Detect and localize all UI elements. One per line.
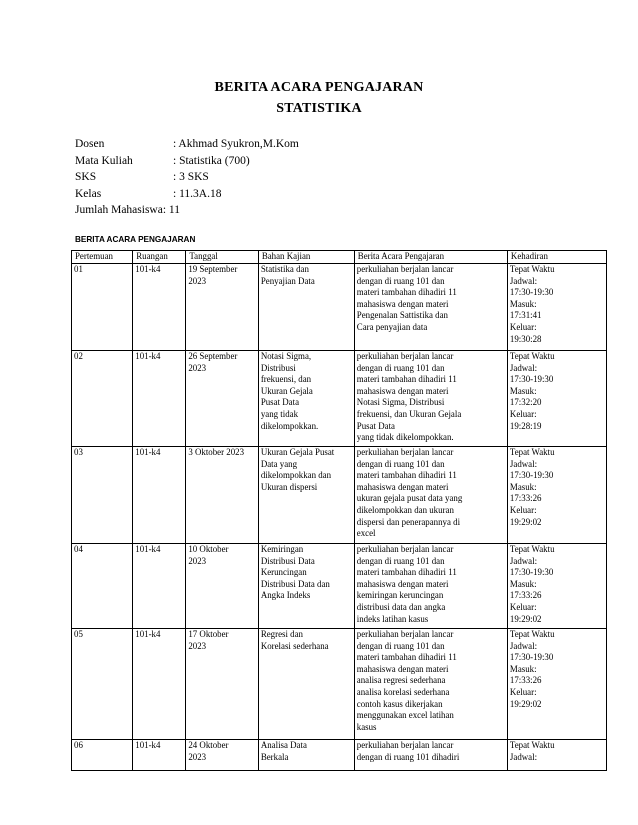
info-value: : Statistika (700)	[173, 154, 250, 167]
info-row-lecturer	[75, 136, 299, 153]
info-label: Mata Kuliah	[75, 154, 133, 167]
cell-material	[258, 264, 354, 351]
cell-attendance	[507, 264, 606, 351]
cell-description	[354, 264, 507, 351]
course-info	[75, 136, 299, 219]
teaching-report-table	[71, 250, 607, 771]
cell-attendance	[507, 740, 606, 771]
cell-material	[258, 740, 354, 771]
cell-description	[354, 351, 507, 447]
cell-attendance	[507, 447, 606, 544]
info-label: Kelas	[75, 187, 102, 200]
material: Notasi Sigma, Distribusi frekuensi, dan Ukuran Gejala Pusat Data yang tidak dikelompokkan.	[260, 351, 319, 431]
attendance: Tepat Waktu Jadwal: 17:30-19:30 Masuk: 17:32:20 Keluar: 19:28:19	[509, 351, 555, 431]
attendance: Tepat Waktu Jadwal:	[509, 740, 555, 762]
description: perkuliahan berjalan lancar dengan di ruang 101 dan materi tambahan dihadiri 11 mahasiswa dengan materi ukuran gejala pusat data yang dikelompokkan dan ukuran dispersi dan penerapannya di excel	[356, 447, 463, 539]
attendance: Tepat Waktu Jadwal: 17:30-19:30 Masuk: 17:33:26 Keluar: 19:29:02	[509, 629, 555, 709]
room: 101-k4	[135, 629, 161, 639]
cell-room	[133, 447, 186, 544]
date: 24 Oktober 2023	[188, 740, 229, 762]
room: 101-k4	[135, 740, 161, 750]
meeting-number: 02	[74, 351, 83, 361]
cell-attendance	[507, 351, 606, 447]
cell-meeting	[72, 447, 133, 544]
cell-meeting	[72, 351, 133, 447]
date: 19 September 2023	[188, 264, 238, 286]
header-date: Tanggal	[186, 251, 258, 264]
material: Analisa Data Berkala	[260, 740, 307, 762]
cell-room	[133, 629, 186, 740]
info-value: : Akhmad Syukron,M.Kom	[173, 138, 299, 150]
table-row	[72, 740, 607, 771]
meeting-number: 01	[74, 264, 83, 274]
date: 3 Oktober 2023	[188, 447, 245, 457]
table-row	[72, 447, 607, 544]
info-label: Jumlah Mahasiswa	[75, 204, 163, 217]
meeting-number: 05	[74, 629, 83, 639]
cell-date	[186, 447, 258, 544]
info-row-credits	[75, 169, 299, 186]
description: perkuliahan berjalan lancar dengan di ruang 101 dan materi tambahan dihadiri 11 mahasiswa dengan materi kemiringan keruncingan distribusi data dan angka indeks latihan kasus	[356, 544, 457, 624]
description: perkuliahan berjalan lancar dengan di ruang 101 dan materi tambahan dihadiri 11 mahasiswa dengan materi Pengenalan Sattistika dan Cara penyajian data	[356, 264, 457, 332]
cell-material	[258, 544, 354, 629]
document-subtitle: STATISTIKA	[276, 101, 362, 116]
cell-material	[258, 447, 354, 544]
info-row-class	[75, 186, 299, 203]
material: Regresi dan Korelasi sederhana	[260, 629, 329, 651]
info-label: Dosen	[75, 138, 105, 150]
table-header-row	[72, 251, 607, 264]
table-row	[72, 629, 607, 740]
description: perkuliahan berjalan lancar dengan di ruang 101 dihadiri	[356, 740, 460, 762]
material: Ukuran Gejala Pusat Data yang dikelompokkan dan Ukuran dispersi	[260, 447, 335, 492]
cell-date	[186, 629, 258, 740]
cell-meeting	[72, 544, 133, 629]
date: 26 September 2023	[188, 351, 238, 373]
header-description: Berita Acara Pengajaran	[354, 251, 507, 264]
attendance: Tepat Waktu Jadwal: 17:30-19:30 Masuk: 17:31:41 Keluar: 19:30:28	[509, 264, 555, 344]
table-row	[72, 351, 607, 447]
info-value: : 11.3A.18	[173, 187, 222, 200]
cell-meeting	[72, 740, 133, 771]
cell-room	[133, 544, 186, 629]
cell-meeting	[72, 264, 133, 351]
cell-description	[354, 629, 507, 740]
cell-date	[186, 544, 258, 629]
attendance: Tepat Waktu Jadwal: 17:30-19:30 Masuk: 17:33:26 Keluar: 19:29:02	[509, 544, 555, 624]
meeting-number: 04	[74, 544, 83, 554]
document-title: BERITA ACARA PENGAJARAN	[214, 80, 424, 95]
cell-attendance	[507, 544, 606, 629]
cell-date	[186, 351, 258, 447]
description: perkuliahan berjalan lancar dengan di ruang 101 dan materi tambahan dihadiri 11 mahasiswa dengan materi Notasi Sigma, Distribusi frekuensi, dan Ukuran Gejala Pusat Data yang tidak dikelompokkan.	[356, 351, 462, 443]
room: 101-k4	[135, 544, 161, 554]
cell-description	[354, 447, 507, 544]
cell-description	[354, 740, 507, 771]
table-row	[72, 544, 607, 629]
cell-room	[133, 264, 186, 351]
info-label: SKS	[75, 171, 97, 184]
info-value: : 11	[162, 204, 180, 217]
room: 101-k4	[135, 447, 161, 457]
header-meeting: Pertemuan	[72, 251, 133, 264]
cell-room	[133, 740, 186, 771]
material: Statistika dan Penyajian Data	[260, 264, 315, 286]
date: 10 Oktober 2023	[188, 544, 229, 566]
header-attendance: Kehadiran	[507, 251, 606, 264]
meeting-number: 06	[74, 740, 83, 750]
material: Kemiringan Distribusi Data Keruncingan Distribusi Data dan Angka Indeks	[260, 544, 330, 601]
header-room: Ruangan	[133, 251, 186, 264]
table-row	[72, 264, 607, 351]
meeting-number: 03	[74, 447, 83, 457]
room: 101-k4	[135, 264, 161, 274]
room: 101-k4	[135, 351, 161, 361]
section-heading: BERITA ACARA PENGAJARAN	[75, 235, 196, 244]
date: 17 Oktober 2023	[188, 629, 229, 651]
description: perkuliahan berjalan lancar dengan di ruang 101 dan materi tambahan dihadiri 11 mahasiswa dengan materi analisa regresi sederhana analisa korelasi sederhana contoh kasus dikerjakan menggunakan excel latihan kasus	[356, 629, 457, 732]
info-value: : 3 SKS	[173, 171, 209, 184]
cell-meeting	[72, 629, 133, 740]
cell-date	[186, 740, 258, 771]
attendance: Tepat Waktu Jadwal: 17:30-19:30 Masuk: 17:33:26 Keluar: 19:29:02	[509, 447, 555, 527]
cell-attendance	[507, 629, 606, 740]
cell-material	[258, 351, 354, 447]
cell-date	[186, 264, 258, 351]
cell-material	[258, 629, 354, 740]
info-row-course	[75, 153, 299, 170]
cell-room	[133, 351, 186, 447]
header-material: Bahan Kajian	[258, 251, 354, 264]
info-row-students	[75, 202, 299, 219]
cell-description	[354, 544, 507, 629]
